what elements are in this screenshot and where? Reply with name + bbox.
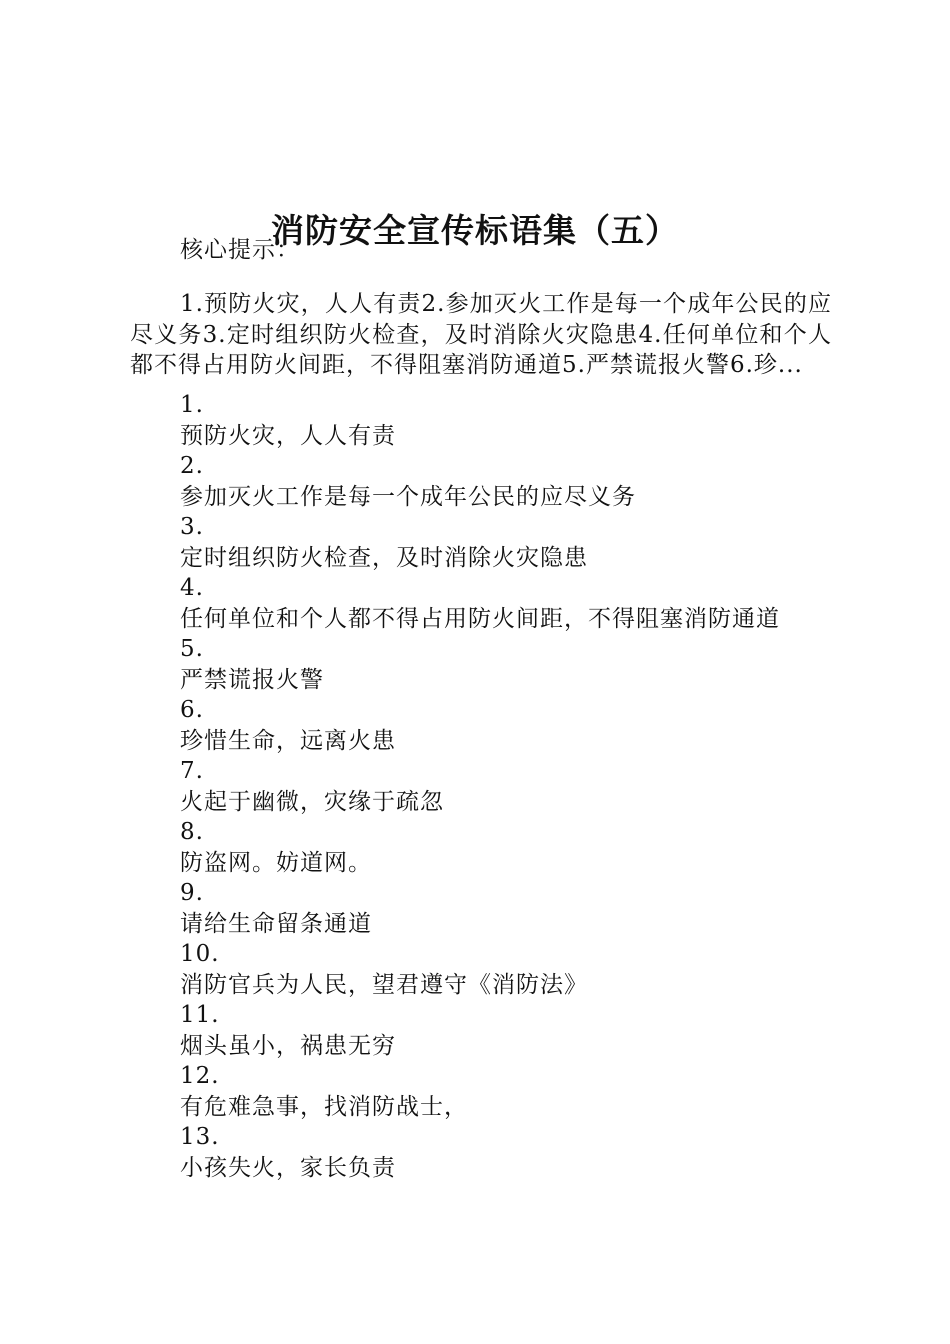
item-text: 火起于幽微，灾缘于疏忽 <box>180 788 444 815</box>
item-number: 4. <box>180 575 204 601</box>
document-title: 消防安全宣传标语集（五） <box>271 211 679 251</box>
list-item <box>180 1061 860 1122</box>
list-item <box>180 817 860 878</box>
list-item <box>180 512 860 573</box>
item-text: 消防官兵为人民，望君遵守《消防法》 <box>180 971 588 998</box>
item-text: 珍惜生命，远离火患 <box>180 727 396 754</box>
item-number: 7. <box>180 758 204 784</box>
item-number: 3. <box>180 514 204 540</box>
item-text: 烟头虽小，祸患无穷 <box>180 1032 396 1059</box>
item-text: 定时组织防火检查，及时消除火灾隐患 <box>180 544 588 571</box>
item-number: 5. <box>180 636 204 662</box>
item-number: 2. <box>180 453 204 479</box>
item-number: 13. <box>180 1124 220 1150</box>
item-text: 任何单位和个人都不得占用防火间距，不得阻塞消防通道 <box>180 605 780 632</box>
list-item <box>180 1122 860 1183</box>
item-text: 有危难急事，找消防战士， <box>180 1093 468 1120</box>
list-item <box>180 1000 860 1061</box>
item-number: 10. <box>180 941 220 967</box>
item-number: 6. <box>180 697 204 723</box>
list-item <box>180 695 860 756</box>
item-number: 8. <box>180 819 204 845</box>
slogan-list <box>180 390 860 1183</box>
list-item <box>180 634 860 695</box>
list-item <box>180 573 860 634</box>
item-number: 11. <box>180 1002 220 1028</box>
item-text: 预防火灾，人人有责 <box>180 422 396 449</box>
item-text: 小孩失火，家长负责 <box>180 1154 396 1181</box>
item-text: 防盗网。妨道网。 <box>180 849 372 876</box>
item-text: 参加灭火工作是每一个成年公民的应尽义务 <box>180 483 636 510</box>
item-number: 9. <box>180 880 204 906</box>
item-number: 12. <box>180 1063 220 1089</box>
item-number: 1. <box>180 392 204 418</box>
summary-label: 核心提示： <box>180 237 300 263</box>
item-text: 严禁谎报火警 <box>180 666 324 693</box>
list-item <box>180 451 860 512</box>
list-item <box>180 878 860 939</box>
list-item <box>180 390 860 451</box>
item-text: 请给生命留条通道 <box>180 910 372 937</box>
list-item <box>180 756 860 817</box>
list-item <box>180 939 860 1000</box>
summary-paragraph: 1.预防火灾，人人有责2.参加灭火工作是每一个成年公民的应尽义务3.定时组织防火检查，及时消除火灾隐患4.任何单位和个人都不得占用防火间距，不得阻塞消防通道5.严禁谎报火警6.珍... <box>130 291 832 378</box>
